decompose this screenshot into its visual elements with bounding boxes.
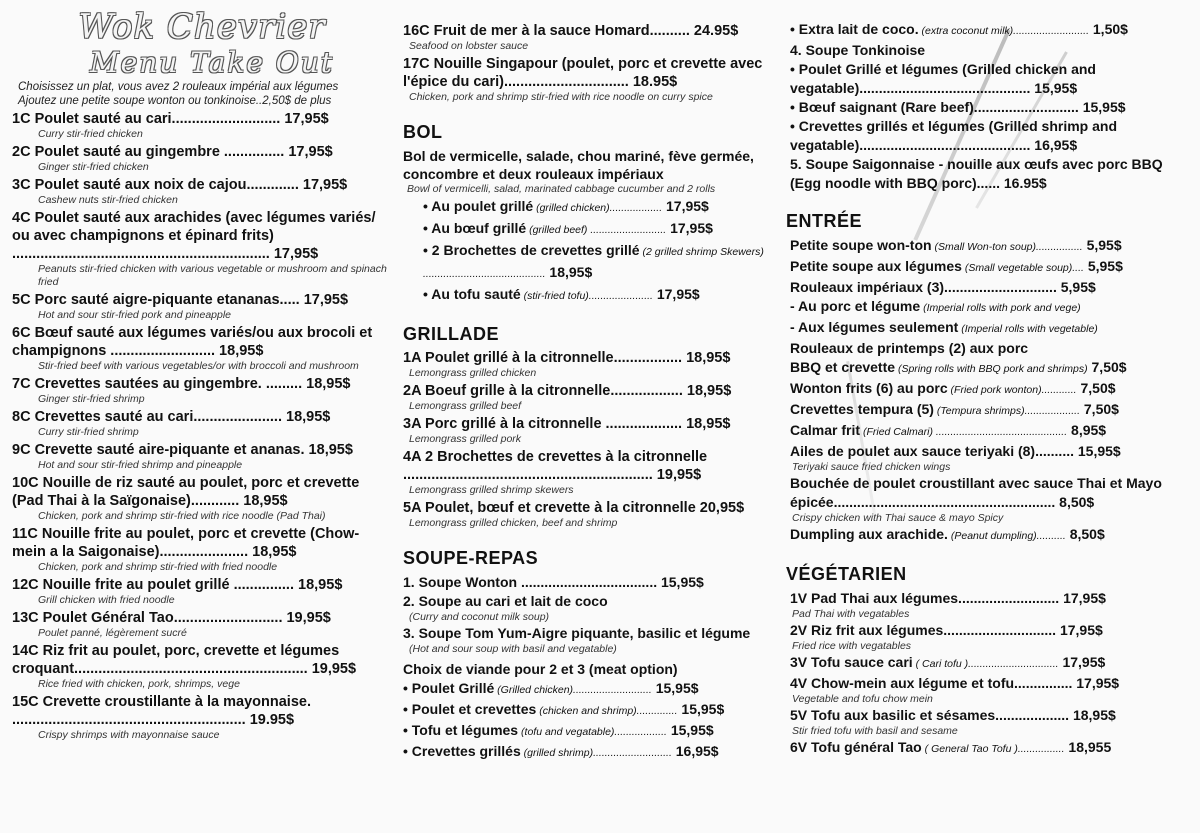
menu-item-price: 18,95$ xyxy=(1069,707,1116,723)
menu-item xyxy=(423,284,778,306)
section-title-entree: ENTRÉE xyxy=(786,211,863,231)
menu-item-name: • Bœuf saignant (Rare beef)........................... xyxy=(790,99,1079,115)
menu-item-name: - Aux légumes seulement xyxy=(790,319,959,335)
menu-item-price: 16,95$ xyxy=(671,743,719,759)
menu-item-name: 5V Tofu aux basilic et sésames................... xyxy=(790,707,1070,723)
menu-item-name: 10C Nouille de riz sauté au poulet, porc et crevette (Pad Thai à la Saïgonaise)............ xyxy=(12,475,360,509)
menu-item-description: Ginger stir-fried shrimp xyxy=(38,393,145,405)
menu-item xyxy=(790,20,1170,41)
menu-item-description: Chicken, pork and shrimp stir-fried with rice noodle (Pad Thai) xyxy=(38,510,326,522)
menu-item xyxy=(403,742,778,763)
menu-item-english: ( Cari tofu )............................... xyxy=(912,658,1059,670)
menu-item-name: 3C Poulet sauté aux noix de cajou............. xyxy=(12,177,299,193)
menu-item-price: 15,95$ xyxy=(657,574,704,590)
menu-item xyxy=(790,318,1170,339)
menu-item-price: 5,95$ xyxy=(1056,279,1096,295)
menu-item-description: Lemongrass grilled chicken xyxy=(409,367,537,379)
menu-item xyxy=(12,525,392,561)
menu-item xyxy=(423,196,778,218)
menu-item-description: Lemongrass grilled chicken, beef and shrimp xyxy=(409,517,618,529)
menu-item xyxy=(12,693,392,729)
menu-item-description: Chicken, pork and shrimp stir-fried with rice noodle on curry spice xyxy=(409,91,713,103)
menu-item-name: • Crevettes grillés et légumes (Grilled shrimp and vegatable)............................................ xyxy=(790,118,1118,153)
menu-item-name: Dumpling aux arachide. xyxy=(790,526,948,542)
menu-item-price: 17,95$ xyxy=(1059,590,1106,606)
menu-item-description: Stir fried tofu with basil and sesame xyxy=(792,725,958,737)
menu-item-price: 19,95$ xyxy=(282,610,331,626)
menu-item-name: • Poulet Grillé et légumes (Grilled chicken and vegatable)............................................ xyxy=(790,61,1096,96)
menu-item-price: 16.95$ xyxy=(1000,175,1047,191)
menu-item-english: (Grilled chicken)........................... xyxy=(494,684,652,696)
menu-item-price: 18,95$ xyxy=(302,376,351,392)
brand-name: Wok Chevrier xyxy=(78,7,326,47)
menu-item-name: 6C Bœuf sauté aux légumes variés/ou aux brocoli et champignons .......................... xyxy=(12,325,373,359)
menu-item xyxy=(790,653,1170,674)
menu-item xyxy=(12,609,392,627)
section-title-grillade: GRILLADE xyxy=(403,324,499,344)
menu-item-price: 17,95$ xyxy=(1072,675,1120,691)
menu-item-english: (stir-fried tofu)...................... xyxy=(520,290,653,302)
menu-item-name: 11C Nouille frite au poulet, porc et crevette (Chow-mein a la Saigonaise)...................... xyxy=(12,526,360,560)
menu-item-description: Stir-fried beef with various vegetables/or with broccoli and mushroom xyxy=(38,360,359,372)
menu-item-price: 17,95$ xyxy=(298,177,348,193)
menu-item-name: • Poulet Grillé xyxy=(403,680,495,696)
menu-item xyxy=(423,240,778,284)
entree-list xyxy=(786,236,1170,546)
menu-item-english: (Imperial rolls with pork and vege) xyxy=(920,302,1081,314)
menu-item-name: 15C Crevette croustillante à la mayonnaise. .......................................................... xyxy=(12,694,311,728)
menu-item-price: 15,95$ xyxy=(1074,443,1121,459)
menu-item-price: 17,95$ xyxy=(652,286,700,302)
menu-item-name: Wonton frits (6) au porc xyxy=(790,380,948,396)
menu-item xyxy=(12,143,392,161)
menu-item-name: BBQ et crevette xyxy=(790,359,896,375)
menu-item xyxy=(423,218,778,240)
menu-item-price: 5,95$ xyxy=(1083,258,1123,274)
menu-item-name: Petite soupe won-ton xyxy=(790,237,932,253)
menu-item xyxy=(790,297,1170,318)
menu-item xyxy=(790,525,1170,546)
menu-item-price: 17,95$ xyxy=(1058,654,1106,670)
menu-item-name: 2C Poulet sauté au gingembre ............... xyxy=(12,144,285,160)
menu-item xyxy=(790,339,1170,358)
menu-item-name: 6V Tofu général Tao xyxy=(790,739,922,755)
bol-description: Bol de vermicelle, salade, chou mariné, fève germée, concombre et deux rouleaux impériaux xyxy=(403,148,754,182)
section-title-soupe: SOUPE-REPAS xyxy=(403,548,539,568)
menu-item-price: 18.95$ xyxy=(628,74,678,90)
menu-item-price: 18,95$ xyxy=(281,409,331,425)
menu-item-english: (Small Won-ton soup)................ xyxy=(931,241,1083,253)
menu-item xyxy=(12,324,392,360)
menu-item-description: Teriyaki sauce fried chicken wings xyxy=(792,461,951,473)
menu-item-name: 3V Tofu sauce cari xyxy=(790,654,913,670)
intro-line-1: Choisissez un plat, vous avez 2 rouleaux impérial aux légumes xyxy=(18,81,339,93)
menu-item-english: (2 grilled shrimp Skewers) .......................................... xyxy=(423,246,764,280)
section-title-vegetarien: VÉGÉTARIEN xyxy=(786,564,907,584)
menu-item xyxy=(403,573,778,592)
menu-item-description: Hot and sour stir-fried pork and pineapple xyxy=(38,309,232,321)
menu-item-english: (Fried Calmari) ............................................. xyxy=(860,426,1068,438)
menu-item xyxy=(12,441,392,459)
intro-line-2: Ajoutez une petite soupe wonton ou tonkinoise..2,50$ de plus xyxy=(18,95,332,107)
menu-item-price: 19,95$ xyxy=(652,467,702,483)
menu-item-name: • Au tofu sauté xyxy=(423,286,521,302)
menu-item-price: 17,95$ xyxy=(280,111,329,127)
menu-item-price: 18,955 xyxy=(1064,739,1112,755)
menu-item xyxy=(12,474,392,510)
menu-item-description: Crispy chicken with Thai sauce & mayo Spicy xyxy=(792,512,1004,524)
menu-item-price: 15,95$ xyxy=(1030,80,1078,96)
menu-item-name: 17C Nouille Singapour (poulet, porc et crevette avec l'épice du cari)............................... xyxy=(403,56,763,90)
menu-item-name: Bouchée de poulet croustillant avec sauce Thai et Mayo épicée......................................................... xyxy=(790,475,1162,510)
menu-item xyxy=(12,110,392,128)
menu-item-english: (tofu and vegatable).................. xyxy=(518,726,667,738)
menu-item-name: • Tofu et légumes xyxy=(403,722,519,738)
menu-item-english: (Peanut dumpling).......... xyxy=(947,530,1066,542)
menu-item xyxy=(403,499,778,517)
menu-item xyxy=(12,176,392,194)
menu-item-name: 8C Crevettes sauté au cari...................... xyxy=(12,409,282,425)
menu-item-description: Vegetable and tofu chow mein xyxy=(792,693,933,705)
menu-item-english: (Fried pork wonton)............ xyxy=(947,384,1077,396)
menu-item-name: 4V Chow-mein aux légume et tofu............... xyxy=(790,675,1073,691)
menu-item-name: 5. Soupe Saigonnaise - nouille aux œufs avec porc BBQ (Egg noodle with BBQ porc)...... xyxy=(790,156,1163,191)
menu-item-description: Peanuts stir-fried chicken with various vegetable or mushroom and spinach fried xyxy=(38,263,387,288)
menu-item xyxy=(403,624,778,643)
menu-item-price: 18,95$ xyxy=(682,416,731,432)
menu-item-name: 4C Poulet sauté aux arachides (avec légumes variés/ ou avec champignons et épinard frits) ................................................................ xyxy=(12,210,376,262)
menu-item-price: 15,95$ xyxy=(1078,99,1126,115)
menu-item-price: 18,95$ xyxy=(545,264,593,280)
menu-item-price: 18,95$ xyxy=(215,343,264,359)
menu-item xyxy=(12,576,392,594)
menu-item-name: 4. Soupe Tonkinoise xyxy=(790,42,926,58)
menu-item xyxy=(790,41,1170,60)
menu-item-description: Pad Thai with vegatables xyxy=(792,608,910,620)
menu-item-name: • Poulet et crevettes xyxy=(403,701,537,717)
menu-item-description: (Curry and coconut milk soup) xyxy=(409,611,550,623)
menu-item-description: Cashew nuts stir-fried chicken xyxy=(38,194,178,206)
menu-item xyxy=(403,592,778,611)
menu-item-price: 8,95$ xyxy=(1067,422,1107,438)
menu-item xyxy=(790,98,1170,117)
menu-item-price: 16,95$ xyxy=(1030,137,1078,153)
menu-item xyxy=(790,738,1170,759)
menu-item xyxy=(403,22,778,40)
menu-item-price: 18,95$ xyxy=(248,544,297,560)
menu-item xyxy=(403,349,778,367)
menu-item xyxy=(403,55,778,91)
menu-item-price: 18,95$ xyxy=(239,493,288,509)
menu-item-price: 19.95$ xyxy=(245,712,295,728)
menu-item-description: (Hot and sour soup with basil and vegatable) xyxy=(409,643,617,655)
menu-item xyxy=(790,674,1170,693)
menu-item-english: (Imperial rolls with vegetable) xyxy=(958,323,1098,335)
menu-item-english: ( General Tao Tofu )................ xyxy=(921,743,1065,755)
menu-item-name: 1. Soupe Wonton ................................... xyxy=(403,574,658,590)
menu-item xyxy=(790,706,1170,725)
menu-item-english: (chicken and shrimp).............. xyxy=(536,705,678,717)
menu-item-name: 16C Fruit de mer à la sauce Homard.......... xyxy=(403,23,690,39)
menu-item xyxy=(790,621,1170,640)
menu-item xyxy=(12,209,392,263)
menu-item-description: Curry stir-fried shrimp xyxy=(38,426,139,438)
menu-item xyxy=(790,400,1170,421)
menu-item-price: 15,95$ xyxy=(666,722,714,738)
menu-item xyxy=(790,60,1170,98)
menu-item-name: 3. Soupe Tom Yum-Aigre piquante, basilic et légume xyxy=(403,625,751,641)
menu-item xyxy=(790,421,1170,442)
menu-item-name: - Au porc et légume xyxy=(790,298,921,314)
menu-item-description: Poulet panné, légèrement sucré xyxy=(38,627,187,639)
menu-item-price: 15,95$ xyxy=(651,680,699,696)
menu-column-1 xyxy=(12,0,392,742)
bol-list xyxy=(403,196,778,306)
menu-item-price: 17,95$ xyxy=(299,292,349,308)
menu-item xyxy=(12,642,392,678)
menu-item-name: Petite soupe aux légumes xyxy=(790,258,962,274)
menu-item-name: 12C Nouille frite au poulet grillé ............... xyxy=(12,577,294,593)
menu-item-english: (grilled shrimp)........................... xyxy=(520,747,672,759)
menu-item-description: Rice fried with chicken, pork, shrimps, vege xyxy=(38,678,240,690)
menu-item-name: Calmar frit xyxy=(790,422,861,438)
menu-item-price: 17,95$ xyxy=(284,144,333,160)
menu-column-2 xyxy=(403,0,778,763)
menu-item-price: 18,95$ xyxy=(304,442,353,458)
soup-continued-list xyxy=(786,20,1170,193)
menu-item-name: • Au bœuf grillé xyxy=(423,220,527,236)
menu-item-price: 24.95$ xyxy=(689,23,739,39)
menu-item-price: 17,95$ xyxy=(1056,622,1103,638)
menu-item-name: 2V Riz frit aux légumes............................. xyxy=(790,622,1057,638)
menu-item-price: 7,50$ xyxy=(1076,380,1116,396)
menu-item-description: Chicken, pork and shrimp stir-fried with fried noodle xyxy=(38,561,278,573)
menu-item-name: 1C Poulet sauté au cari........................... xyxy=(12,111,281,127)
menu-item xyxy=(790,236,1170,257)
menu-item-name: Rouleaux de printemps (2) aux porc xyxy=(790,340,1029,356)
menu-item xyxy=(790,155,1170,193)
menu-item-description: Crispy shrimps with mayonnaise sauce xyxy=(38,729,220,741)
menu-item xyxy=(790,358,1170,379)
menu-item xyxy=(403,700,778,721)
menu-item-name: 1V Pad Thai aux légumes.......................... xyxy=(790,590,1060,606)
menu-item-description: Fried rice with vegatables xyxy=(792,640,912,652)
menu-item-price: 5,95$ xyxy=(1082,237,1122,253)
menu-item-description: Seafood on lobster sauce xyxy=(409,40,529,52)
menu-item-price: 1,50$ xyxy=(1089,21,1128,37)
menu-item-name: 4A 2 Brochettes de crevettes à la citronnelle .............................................................. xyxy=(403,449,708,483)
menu-item-name: 5C Porc sauté aigre-piquante etananas..... xyxy=(12,292,300,308)
meat-option-list xyxy=(403,679,778,763)
special-dishes-list xyxy=(403,22,778,104)
menu-item xyxy=(12,408,392,426)
menu-item-name: 3A Porc grillé à la citronnelle ................... xyxy=(403,416,683,432)
menu-subtitle: Menu Take Out xyxy=(89,46,335,79)
menu-item-price: 8,50$ xyxy=(1065,526,1105,542)
menu-item-price: 19,95$ xyxy=(307,661,357,677)
menu-item xyxy=(790,379,1170,400)
meat-option-title: Choix de viande pour 2 et 3 (meat option) xyxy=(403,661,678,677)
menu-item-name: Crevettes tempura (5) xyxy=(790,401,934,417)
menu-item-english: (Spring rolls with BBQ pork and shrimps) xyxy=(895,363,1088,375)
menu-item-name: 7C Crevettes sautées au gingembre. ......... xyxy=(12,376,303,392)
menu-item xyxy=(403,382,778,400)
menu-item-name: Ailes de poulet aux sauce teriyaki (8).......... xyxy=(790,443,1074,459)
menu-item-description: Ginger stir-fried chicken xyxy=(38,161,149,173)
menu-item-english: (grilled beef) .......................... xyxy=(526,224,667,236)
menu-item-price: 8,50$ xyxy=(1055,494,1095,510)
bol-description-en: Bowl of vermicelli, salad, marinated cabbage cucumber and 2 rolls xyxy=(407,183,716,195)
menu-item xyxy=(403,721,778,742)
menu-item-name: Rouleaux impériaux (3)............................. xyxy=(790,279,1057,295)
menu-item-name: 2. Soupe au cari et lait de coco xyxy=(403,593,608,609)
menu-item-price: 7,50$ xyxy=(1087,359,1127,375)
menu-item-english: (Small vegetable soup).... xyxy=(961,262,1084,274)
vegetarien-list xyxy=(786,589,1170,759)
menu-item-price: 17,95$ xyxy=(269,246,319,262)
menu-item-name: • 2 Brochettes de crevettes grillé xyxy=(423,242,640,258)
menu-column-3 xyxy=(786,0,1170,759)
menu-item xyxy=(12,375,392,393)
section-title-bol: BOL xyxy=(403,122,443,142)
menu-item xyxy=(403,448,778,484)
menu-item-name: 5A Poulet, bœuf et crevette à la citronnelle xyxy=(403,500,696,516)
menu-item-description: Curry stir-fried chicken xyxy=(38,128,143,140)
menu-item-description: Lemongrass grilled pork xyxy=(409,433,522,445)
menu-item xyxy=(790,474,1170,512)
menu-item-name: • Crevettes grillés xyxy=(403,743,521,759)
main-dishes-list xyxy=(12,110,392,742)
menu-item-name: 14C Riz frit au poulet, porc, crevette et légumes croquant.......................................................... xyxy=(12,643,340,677)
menu-item-description: Hot and sour stir-fried shrimp and pineapple xyxy=(38,459,243,471)
menu-item-description: Grill chicken with fried noodle xyxy=(38,594,175,606)
menu-item xyxy=(790,257,1170,278)
menu-item xyxy=(12,291,392,309)
menu-item xyxy=(790,278,1170,297)
menu-item xyxy=(403,679,778,700)
menu-item-description: Lemongrass grilled beef xyxy=(409,400,522,412)
menu-item-price: 17,95$ xyxy=(666,220,713,236)
logo xyxy=(12,8,392,80)
menu-item xyxy=(403,415,778,433)
menu-item-price: 20,95$ xyxy=(695,500,745,516)
menu-item-name: • Extra lait de coco. xyxy=(790,21,919,37)
menu-item-price: 17,95$ xyxy=(662,198,709,214)
menu-item-english: (extra coconut milk).......................... xyxy=(918,25,1089,37)
menu-item-price: 15,95$ xyxy=(677,701,725,717)
soupe-list xyxy=(403,573,778,656)
menu-item xyxy=(790,589,1170,608)
grillade-list xyxy=(403,349,778,530)
menu-item-price: 7,50$ xyxy=(1080,401,1119,417)
menu-item-english: (Tempura shrimps)................... xyxy=(933,405,1080,417)
menu-item-name: 13C Poulet Général Tao........................... xyxy=(12,610,283,626)
menu-item-name: 2A Boeuf grille à la citronnelle.................. xyxy=(403,383,683,399)
menu-item-name: • Au poulet grillé xyxy=(423,198,534,214)
menu-item xyxy=(790,117,1170,155)
menu-item-english: (grilled chicken).................. xyxy=(533,202,663,214)
menu-item-name: 9C Crevette sauté aire-piquante et ananas. xyxy=(12,442,305,458)
menu-item-description: Lemongrass grilled shrimp skewers xyxy=(409,484,574,496)
menu-item-price: 18,95$ xyxy=(294,577,343,593)
menu-item xyxy=(790,442,1170,461)
menu-item-price: 18,95$ xyxy=(682,350,731,366)
menu-item-price: 18,95$ xyxy=(682,383,732,399)
menu-item-name: 1A Poulet grillé à la citronnelle................. xyxy=(403,350,683,366)
